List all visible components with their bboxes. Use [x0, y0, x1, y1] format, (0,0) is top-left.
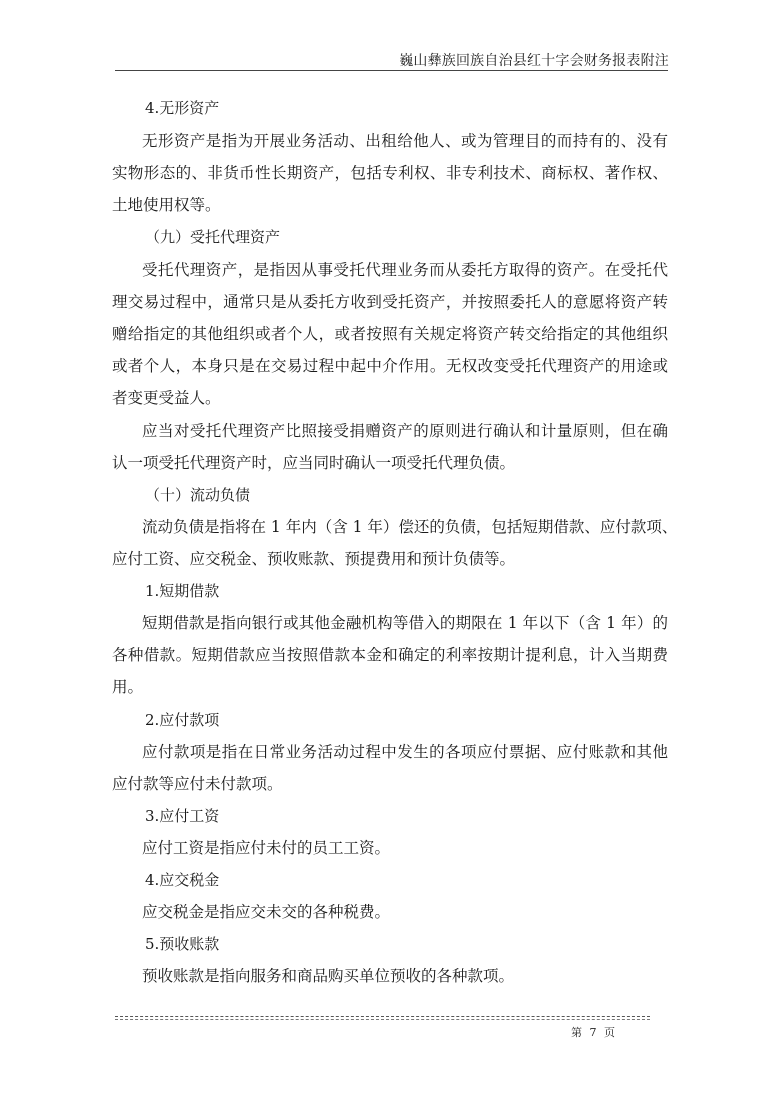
- paragraph-line: 应付工资、应交税金、预收账款、预提费用和预计负债等。: [112, 550, 516, 568]
- header-rule: [115, 70, 668, 71]
- paragraph-line: 预收账款是指向服务和商品购买单位预收的各种款项。: [142, 967, 515, 985]
- page-header-title: 巍山彝族回族自治县红十字会财务报表附注: [399, 53, 669, 69]
- paragraph-line: 用。: [112, 678, 144, 696]
- paragraph-line: 土地使用权等。: [112, 196, 221, 214]
- section-heading: 2.应付款项: [145, 711, 220, 729]
- section-heading: 3.应付工资: [145, 807, 220, 825]
- section-heading: 4.应交税金: [145, 871, 220, 889]
- paragraph-line: 应交税金是指应交未交的各种税费。: [142, 903, 391, 921]
- paragraph-line: 各种借款。短期借款应当按照借款本金和确定的利率按期计提利息，计入当期费: [112, 646, 668, 664]
- section-heading: （九）受托代理资产: [145, 228, 281, 246]
- paragraph-line: 实物形态的、非货币性长期资产，包括专利权、非专利技术、商标权、著作权、: [112, 164, 668, 182]
- footer-rule: [115, 1019, 650, 1020]
- paragraph-line: 或者个人，本身只是在交易过程中起中介作用。无权改变受托代理资产的用途或: [112, 357, 668, 375]
- paragraph-line: 者变更受益人。: [112, 389, 221, 407]
- section-heading: 5.预收账款: [145, 935, 220, 953]
- paragraph-line: 理交易过程中，通常只是从委托方收到受托资产，并按照委托人的意愿将资产转: [112, 293, 668, 311]
- footer-rule: [115, 1016, 650, 1017]
- paragraph-line: 受托代理资产，是指因从事受托代理业务而从委托方取得的资产。在受托代: [142, 261, 668, 279]
- section-heading: 1.短期借款: [145, 582, 220, 600]
- section-heading: 4.无形资产: [145, 99, 220, 117]
- paragraph-line: 无形资产是指为开展业务活动、出租给他人、或为管理目的而持有的、没有: [142, 132, 668, 150]
- paragraph-line: 短期借款是指向银行或其他金融机构等借入的期限在 1 年以下（含 1 年）的: [142, 614, 668, 632]
- paragraph-line: 赠给指定的其他组织或者个人，或者按照有关规定将资产转交给指定的其他组织: [112, 325, 668, 343]
- paragraph-line: 认一项受托代理资产时，应当同时确认一项受托代理负债。: [112, 454, 516, 472]
- paragraph-line: 应付款项是指在日常业务活动过程中发生的各项应付票据、应付账款和其他: [142, 743, 668, 761]
- paragraph-line: 应付工资是指应付未付的员工工资。: [142, 839, 391, 857]
- paragraph-line: 流动负债是指将在 1 年内（含 1 年）偿还的负债，包括短期借款、应付款项、: [142, 518, 678, 536]
- page-number: 第 7 页: [571, 1026, 617, 1039]
- paragraph-line: 应当对受托代理资产比照接受捐赠资产的原则进行确认和计量原则，但在确: [142, 422, 668, 440]
- section-heading: （十）流动负债: [145, 486, 251, 504]
- paragraph-line: 应付款等应付未付款项。: [112, 775, 283, 793]
